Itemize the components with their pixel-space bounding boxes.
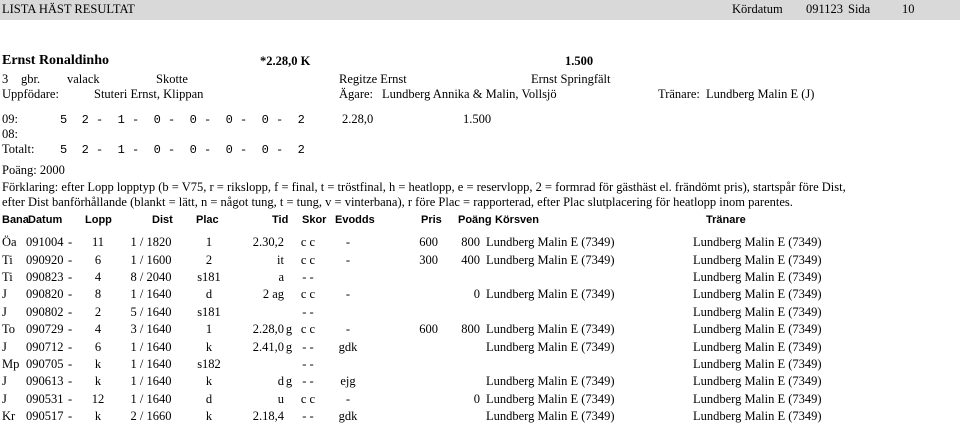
row-korsven: Lundberg Malin E (7349): [486, 235, 615, 250]
row-tid: [230, 304, 284, 321]
row-skor: c c: [300, 252, 316, 267]
row-korsven: Lundberg Malin E (7349): [486, 339, 615, 354]
row-bana: J: [2, 374, 7, 389]
row-plac: 1: [205, 322, 213, 337]
row-pris: [374, 286, 442, 303]
row-poang: 800: [461, 322, 480, 337]
stats-money-09: 1.500: [463, 112, 492, 126]
row-dist: 1 / 1600: [130, 252, 172, 267]
row-tid: 2.28,0: [252, 322, 284, 337]
col-korsven: Körsven: [495, 214, 540, 226]
row-dash: -: [68, 304, 73, 319]
explanation-line-2: efter Dist banförhållande (blankt = lätt, n = något tung, t = tung, v = vinterbana), r före Plac = rapporterad, efter Plac slutplacering för heatlopp inom parentes.: [2, 195, 793, 209]
row-bana: Öa: [2, 235, 17, 250]
row-bana: J: [2, 339, 7, 354]
row-plac: 2: [205, 252, 213, 267]
row-datum: 090531: [26, 391, 64, 406]
trainer-value: Lundberg Malin E (J): [706, 87, 815, 101]
row-tid: d: [277, 374, 284, 389]
row-plac: k: [205, 339, 213, 354]
row-skor: c c: [300, 235, 316, 250]
col-datum: Datum: [28, 214, 63, 226]
kordatum-label: Kördatum: [732, 2, 783, 16]
row-evodds: [322, 269, 374, 286]
row-skor: - -: [302, 374, 314, 389]
row-tid: u: [277, 391, 284, 406]
row-dash: -: [68, 339, 73, 354]
row-plac: k: [205, 374, 213, 389]
row-tranare: Lundberg Malin E (7349): [693, 304, 822, 319]
row-bana: Mp: [2, 356, 20, 371]
horse-color: Skotte: [156, 72, 188, 86]
row-tid: 2.41,0: [252, 339, 284, 354]
row-plac: s182: [197, 356, 221, 371]
row-tid: a: [278, 269, 284, 284]
row-lopp: k: [94, 356, 102, 371]
row-bana: Ti: [2, 269, 13, 284]
row-pris: [374, 269, 442, 286]
row-poang: 0: [473, 391, 480, 406]
horse-earnings: 1.500: [565, 54, 594, 68]
row-dash: -: [68, 287, 73, 302]
row-lopp: k: [94, 409, 102, 424]
sida-value: 10: [902, 2, 915, 16]
row-tid-type: [284, 251, 294, 268]
row-tid: [230, 356, 284, 373]
row-bana: To: [2, 322, 16, 337]
row-tid-type: g: [285, 374, 293, 389]
row-lopp: 11: [91, 235, 105, 250]
row-lopp: 4: [94, 322, 102, 337]
poang-total: Poäng: 2000: [2, 163, 65, 177]
row-evodds: -: [345, 252, 351, 267]
col-evodds: Evodds: [335, 214, 375, 226]
row-plac: d: [205, 391, 213, 406]
table-row: [2, 373, 893, 390]
row-dash: -: [68, 391, 73, 406]
breeder-value: Stuteri Ernst, Klippan: [94, 87, 204, 101]
row-pris: [374, 391, 442, 408]
row-poang: 0: [473, 287, 480, 302]
horse-age: 3: [2, 72, 9, 86]
breeder-label: Uppfödare:: [2, 87, 59, 101]
row-dist: 1 / 1640: [130, 287, 172, 302]
explanation-line-1: Förklaring: efter Lopp lopptyp (b = V75, r = rikslopp, f = final, t = tröstfinal, h = heatlopp, e = reservlopp, 2 = formrad för gästhäst el. frändömt pris), startspår före Dist,: [2, 180, 846, 194]
col-tranare: Tränare: [706, 214, 746, 226]
row-plac: s181: [197, 304, 221, 319]
row-dash: -: [68, 269, 73, 284]
row-dash: -: [68, 374, 73, 389]
row-tid-type: [284, 234, 294, 251]
horse-dam: Ernst Springfält: [531, 72, 611, 86]
row-datum: 090517: [26, 409, 64, 424]
row-evodds: [322, 356, 374, 373]
race-results-table: [2, 234, 893, 425]
row-tranare: Lundberg Malin E (7349): [693, 269, 822, 284]
row-tid-type: g: [285, 339, 293, 354]
row-plac: 1: [205, 235, 213, 250]
stats-label-08: 08:: [2, 127, 18, 141]
row-korsven: Lundberg Malin E (7349): [486, 322, 615, 337]
row-dash: -: [68, 322, 73, 337]
col-plac: Plac: [196, 214, 219, 226]
row-lopp: 12: [91, 391, 105, 406]
row-pris: [374, 356, 442, 373]
row-evodds: [322, 304, 374, 321]
row-dash: -: [68, 409, 73, 424]
row-plac: d: [205, 287, 213, 302]
row-bana: J: [2, 287, 7, 302]
row-poang: 800: [461, 235, 480, 250]
row-bana: Ti: [2, 252, 13, 267]
row-dist: 1 / 1820: [130, 235, 172, 250]
col-bana: Bana: [2, 214, 29, 226]
page-title: LISTA HÄST RESULTAT: [2, 2, 135, 16]
row-dist: 3 / 1640: [130, 322, 172, 337]
row-dash: -: [68, 356, 73, 371]
row-tid: 2.18,4: [252, 409, 284, 424]
row-skor: - -: [302, 409, 314, 424]
row-plac: s181: [197, 269, 221, 284]
row-datum: 090920: [26, 252, 64, 267]
horse-age-unit: gbr.: [21, 72, 41, 86]
col-pris: Pris: [421, 214, 442, 226]
row-tid-type: [284, 408, 294, 425]
row-evodds: -: [345, 391, 351, 406]
col-poang: Poäng: [458, 214, 492, 226]
row-dash: -: [68, 235, 73, 250]
row-lopp: k: [94, 374, 102, 389]
row-pris: 600: [419, 235, 438, 250]
row-korsven: Lundberg Malin E (7349): [486, 252, 615, 267]
row-tranare: Lundberg Malin E (7349): [693, 287, 822, 302]
row-plac: k: [205, 409, 213, 424]
owner-label: Ägare:: [339, 87, 374, 101]
row-tranare: Lundberg Malin E (7349): [693, 322, 822, 337]
row-skor: - -: [302, 339, 314, 354]
stats-values-09: 5 2 - 1 - 0 - 0 - 0 - 0 - 2: [60, 113, 305, 127]
table-row: [2, 234, 893, 251]
row-tranare: Lundberg Malin E (7349): [693, 409, 822, 424]
row-tranare: Lundberg Malin E (7349): [693, 252, 822, 267]
stats-values-total: 5 2 - 1 - 0 - 0 - 0 - 0 - 2: [60, 143, 305, 157]
row-bana: J: [2, 391, 7, 406]
sida-label: Sida: [848, 2, 871, 16]
row-tranare: Lundberg Malin E (7349): [693, 391, 822, 406]
row-evodds: -: [345, 322, 351, 337]
row-dist: 5 / 1640: [130, 304, 172, 319]
row-datum: 090802: [26, 304, 64, 319]
table-row: [2, 408, 893, 425]
row-korsven: [484, 269, 693, 286]
row-korsven: Lundberg Malin E (7349): [486, 287, 615, 302]
row-tid-type: [284, 269, 294, 286]
horse-sire: Regitze Ernst: [339, 72, 407, 86]
row-korsven: Lundberg Malin E (7349): [486, 409, 615, 424]
col-tid: Tid: [272, 214, 289, 226]
row-korsven: [484, 304, 693, 321]
row-lopp: 2: [94, 304, 102, 319]
row-pris: 600: [419, 322, 438, 337]
row-poang: [442, 356, 484, 373]
row-lopp: 4: [94, 269, 102, 284]
row-tranare: Lundberg Malin E (7349): [693, 374, 822, 389]
row-skor: - -: [302, 304, 314, 319]
row-datum: 090712: [26, 339, 64, 354]
row-tranare: Lundberg Malin E (7349): [693, 339, 822, 354]
row-pris: [374, 408, 442, 425]
row-tid: it: [277, 252, 284, 267]
row-pris: [374, 338, 442, 355]
row-dist: 1 / 1640: [130, 391, 172, 406]
row-korsven: Lundberg Malin E (7349): [486, 374, 615, 389]
row-dist: 1 / 1640: [130, 374, 172, 389]
row-korsven: [484, 356, 693, 373]
row-pris: 300: [419, 252, 438, 267]
row-lopp: 6: [94, 252, 102, 267]
row-tid-type: [284, 286, 294, 303]
row-skor: - -: [302, 269, 314, 284]
row-datum: 090613: [26, 374, 64, 389]
table-row: [2, 391, 893, 408]
table-row: [2, 269, 893, 286]
stats-time-09: 2.28,0: [342, 112, 374, 126]
row-poang: [442, 373, 484, 390]
stats-label-09: 09:: [2, 112, 18, 126]
row-poang: [442, 304, 484, 321]
col-dist: Dist: [152, 214, 173, 226]
row-evodds: -: [345, 235, 351, 250]
table-row: [2, 286, 893, 303]
row-tid: 2 ag: [262, 287, 284, 302]
row-poang: 400: [461, 252, 480, 267]
row-tid-type: [284, 356, 294, 373]
row-datum: 091004: [26, 235, 64, 250]
row-dash: -: [68, 252, 73, 267]
row-tranare: Lundberg Malin E (7349): [693, 356, 822, 371]
table-row: [2, 321, 893, 338]
row-dist: 2 / 1660: [130, 409, 172, 424]
row-dist: 1 / 1640: [130, 356, 172, 371]
row-dist: 8 / 2040: [130, 269, 172, 284]
row-evodds: -: [345, 287, 351, 302]
row-datum: 090729: [26, 322, 64, 337]
table-row: [2, 356, 893, 373]
row-evodds: ejg: [340, 374, 356, 389]
row-skor: c c: [300, 391, 316, 406]
row-skor: c c: [300, 322, 316, 337]
col-skor: Skor: [302, 214, 327, 226]
row-evodds: gdk: [338, 409, 358, 424]
stats-label-total: Totalt:: [2, 142, 35, 156]
row-skor: - -: [302, 356, 314, 371]
kordatum-value: 091123: [806, 2, 844, 16]
row-poang: [442, 338, 484, 355]
horse-name: Ernst Ronaldinho: [2, 53, 109, 68]
row-bana: Kr: [2, 409, 16, 424]
row-tid: 2.30,2: [252, 235, 284, 250]
row-lopp: 6: [94, 339, 102, 354]
row-korsven: Lundberg Malin E (7349): [486, 391, 615, 406]
row-poang: [442, 269, 484, 286]
table-row: [2, 338, 893, 355]
row-dist: 1 / 1640: [130, 339, 172, 354]
row-pris: [374, 373, 442, 390]
table-row: [2, 304, 893, 321]
row-datum: 090823: [26, 269, 64, 284]
owner-value: Lundberg Annika & Malin, Vollsjö: [382, 87, 557, 101]
row-poang: [442, 408, 484, 425]
row-tid-type: [284, 391, 294, 408]
row-pris: [374, 304, 442, 321]
horse-best-time: *2.28,0 K: [260, 54, 311, 68]
row-evodds: gdk: [338, 339, 358, 354]
row-bana: J: [2, 304, 7, 319]
row-datum: 090705: [26, 356, 64, 371]
horse-gender: valack: [67, 72, 100, 86]
row-lopp: 8: [94, 287, 102, 302]
table-row: [2, 251, 893, 268]
col-lopp: Lopp: [85, 214, 112, 226]
row-skor: c c: [300, 287, 316, 302]
row-tid-type: [284, 304, 294, 321]
trainer-label: Tränare:: [658, 87, 700, 101]
row-datum: 090820: [26, 287, 64, 302]
row-tid-type: g: [285, 322, 293, 337]
row-tranare: Lundberg Malin E (7349): [693, 235, 822, 250]
